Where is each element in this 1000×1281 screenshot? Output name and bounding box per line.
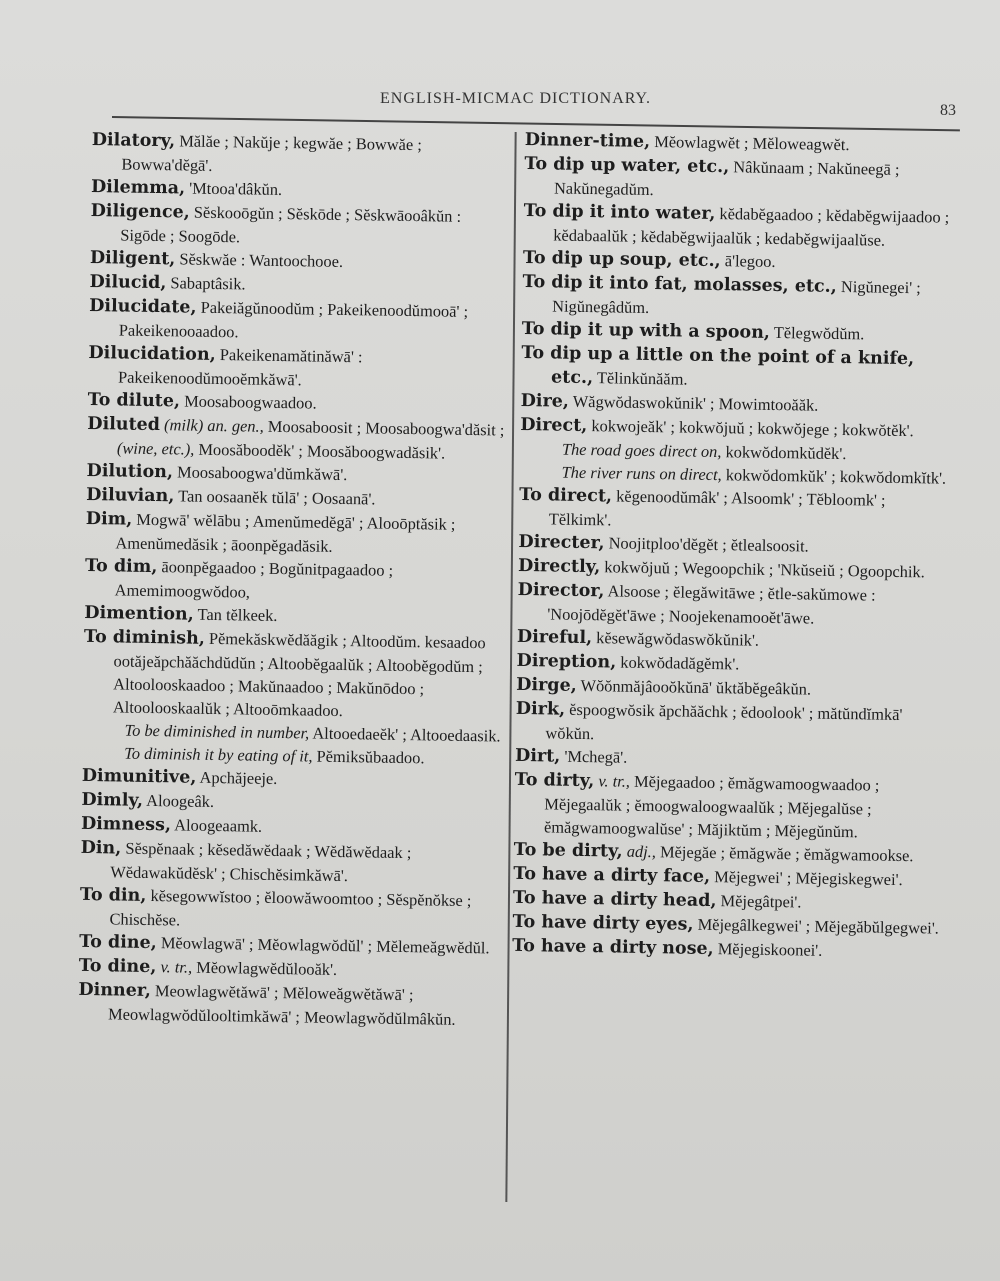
definition: Mogwā' wĕlābu ; Amenŭmedĕgā' ; Alooōptăsik ; Amenŭmedăsik ; āoonpĕgadăsik. [115, 509, 456, 556]
definition: Tan tĕlkeek. [193, 604, 278, 625]
definition: kokwŏdomkŭk' ; kokwŏdomkĭtk'. [721, 465, 947, 488]
dictionary-entry [519, 483, 948, 537]
definition: Sĕskooōgŭn ; Sĕskōde ; Sĕskwāooâkŭn : Sigōde ; Soogōde. [120, 202, 462, 247]
headword: To dip it up with a spoon, [521, 318, 771, 343]
dictionary-entry [523, 199, 952, 253]
definition: Mĕjegwei' ; Mĕjegiskegwei'. [709, 867, 903, 890]
example-phrase: To diminish it by eating of it, [124, 743, 313, 766]
grammar-note: v. tr., [598, 771, 631, 791]
headword: Dirk, [515, 698, 566, 720]
definition: Sĕskwăe : Wantoochooe. [175, 249, 344, 271]
definition: Mĕjegăe ; ĕmăgwăe ; ĕmăgwamookse. [655, 842, 914, 866]
definition: kokwŏjuŭ ; Wegoopchik ; 'Nkŭseiŭ ; Ogoopchik. [600, 557, 925, 582]
headword: Dilucid, [89, 271, 167, 294]
headword: Dinner, [78, 979, 152, 1002]
headword: Dilution, [86, 460, 174, 483]
definition: Mĕowlagwĕdŭlooăk'. [191, 957, 338, 979]
definition: Wăgwŏdaswokŭnik' ; Mowimtooăăk. [568, 391, 819, 415]
definition: Altooedaeĕk' ; Altooedaasik. [309, 723, 501, 746]
headword: Dimention, [84, 602, 194, 625]
definition: Pĕmiksŭbaadoo. [312, 746, 425, 768]
headword: Dinner-time, [524, 129, 651, 152]
left-column [78, 128, 512, 1031]
dictionary-entry [515, 697, 944, 751]
headword: Diligence, [90, 200, 190, 223]
headword: To have dirty eyes, [512, 911, 694, 935]
definition: Noojitploo'dĕgĕt ; ĕtlealsoosit. [604, 533, 809, 556]
headword: Direption, [516, 650, 617, 673]
definition: Tĕlinkŭnăăm. [593, 368, 688, 389]
headword: To have a dirty face, [513, 863, 711, 887]
page-number: 83 [940, 102, 956, 119]
definition: Wŏŏnmăjâooŏkŭnā' ŭktăbĕgeâkŭn. [576, 675, 812, 699]
definition: Moosaboosit ; Moosaboogwa'dăsit ; [263, 416, 505, 440]
definition: Mĕjegâlkegwei' ; Mĕjegăbŭlgegwei'. [693, 914, 940, 938]
dictionary-entry [91, 128, 512, 182]
headword: To dine, [78, 955, 157, 978]
headword: Din, [80, 837, 122, 859]
definition: Aloogeaamk. [170, 815, 263, 836]
definition: Mĕjegâtpei'. [716, 891, 802, 912]
definition: kĕdabĕgaadoo ; kĕdabĕgwijaadoo ; kĕdabaalŭk ; kĕdabĕgwijaalŭk ; kedabĕgwijaalŭse. [553, 204, 950, 250]
definition: kĕsewăgwŏdaswŏkŭnik'. [592, 628, 760, 650]
definition: Pakeikenamătinăwā' : Pakeikenoodŭmooĕmkăwā'. [117, 344, 363, 390]
dictionary-entry [79, 883, 500, 937]
running-head: ENGLISH-MICMAC DICTIONARY. [380, 90, 652, 107]
headword: Direct, [520, 414, 588, 437]
definition: Mĕjegaadoo ; ĕmăgwamoogwaadoo ; Mĕjegaalŭk ; ĕmoogwaloogwaalŭk ; Mĕjegalŭse ; ĕmăgwamoogwalŭse' ; Măjiktŭm ; Mĕjegŭnŭm. [543, 771, 880, 842]
definition: kĕsegowwĭstoo ; ĕloowăwoomtoo ; Sĕspĕnŏkse ; Chischĕse. [109, 885, 472, 930]
definition: Mĕjegiskoonei'. [713, 939, 823, 960]
headword: Dilemma, [90, 176, 186, 199]
headword: Dilucidation, [88, 342, 216, 365]
headword: To dip up a little on the point of a knife, etc., [521, 342, 915, 389]
grammar-note: v. tr., [160, 957, 193, 977]
headword: To dilute, [87, 389, 181, 412]
headword: To dip it into fat, molasses, etc., [522, 271, 837, 297]
definition: Nigŭnegei' ; Nigŭnegâdŭm. [552, 276, 921, 317]
headword: Dimly, [81, 789, 144, 811]
headword: Directly, [517, 555, 601, 578]
headword: To dirty, [514, 769, 595, 792]
definition: Moosaboogwaadoo. [179, 391, 317, 413]
definition: Aloogeâk. [142, 790, 215, 811]
headword: Diluted [87, 413, 161, 436]
definition: Moosăboodĕk' ; Moosăboogwadăsik'. [194, 439, 446, 463]
headword: Dirt, [514, 745, 561, 767]
headword: Directer, [518, 531, 605, 554]
definition: ĕspoogwŏsik ăpchăăchk ; ĕdoolook' ; mătŭndĭmkā' wŏkŭn. [545, 699, 903, 744]
dictionary-entry [90, 199, 511, 253]
headword: To have a dirty nose, [511, 935, 714, 960]
definition: 'Mchegā'. [560, 746, 628, 767]
headword: Dimunitive, [81, 765, 197, 788]
definition: Tĕlegwŏdŭm. [769, 322, 865, 344]
headword: Direful, [516, 626, 593, 649]
headword: Diluvian, [86, 484, 175, 507]
definition: āoonpĕgaadoo ; Bogŭnitpagaadoo ; Amemimoogwŏdoo, [114, 557, 394, 602]
headword: Dilatory, [91, 129, 176, 152]
headword: Diligent, [89, 247, 176, 270]
headword: To dip up soup, etc., [522, 247, 721, 272]
definition: kokwojeăk' ; kokwŏjuŭ ; kokwŏjege ; kokwŏtĕk'. [587, 416, 914, 441]
example-phrase: To be diminished in number, [124, 720, 310, 743]
definition: Pakeiăgŭnoodŭm ; Pakeikenoodŭmooā' ; Pakeikenooaadoo. [118, 297, 469, 342]
headword: Dire, [520, 390, 570, 412]
grammar-note: (wine, etc.), [116, 438, 195, 459]
grammar-note: (milk) an. gen., [163, 415, 264, 436]
definition: ā'legoo. [720, 251, 776, 271]
headword: Dilucidate, [89, 295, 197, 318]
definition: Alsoose ; ĕlegăwitāwe ; ĕtle-sakŭmowe : 'Noojōdĕgĕt'āwe ; Noojekenamooĕt'āwe. [547, 581, 876, 628]
definition: Moosaboogwa'dŭmkăwā'. [172, 462, 348, 485]
dictionary-entry [517, 578, 946, 632]
grammar-note: adj., [626, 841, 657, 862]
headword: Director, [517, 579, 605, 602]
headword: To be dirty, [513, 839, 623, 862]
definition: Mĕowlagwā' ; Mĕowlagwŏdŭl' ; Mĕlemeăgwĕdŭl. [156, 933, 490, 958]
example-phrase: The river runs on direct, [561, 462, 722, 485]
headword: To direct, [519, 484, 613, 507]
headword: To dip up water, etc., [524, 153, 730, 178]
dictionary-entry [89, 294, 510, 348]
definition: Apchăjeeje. [196, 767, 278, 788]
definition: Tan oosaanĕk tŭlā' ; Oosaanā'. [174, 486, 376, 509]
definition: Sĕspĕnaak ; kĕsedăwĕdaak ; Wĕdăwĕdaak ; Wĕdawakŭdĕsk' ; Chischĕsimkăwā'. [110, 838, 412, 886]
headword: To dine, [79, 931, 157, 954]
definition: Sabaptâsik. [166, 273, 246, 294]
right-column [512, 128, 953, 965]
headword: To dip it into water, [523, 200, 716, 224]
headword: To diminish, [83, 626, 206, 649]
definition: kokwŏdomkŭdĕk'. [721, 442, 847, 464]
dictionary-entry [88, 341, 509, 395]
definition: kĕgenoodŭmâk' ; Alsoomk' ; Tĕbloomk' ; Tĕlkimk'. [548, 486, 886, 530]
headword: To dim, [84, 555, 158, 578]
dictionary-entry [514, 768, 943, 845]
dictionary-entry [85, 507, 506, 561]
definition: Nâkŭnaam ; Nakŭneegā ; Nakŭnegadŭm. [553, 157, 900, 200]
dictionary-entry [80, 836, 501, 890]
dictionary-entry [83, 625, 504, 725]
definition: Mălăe ; Nakŭje ; kegwăe ; Bowwăe ; Bowwa'dĕgā'. [121, 131, 422, 175]
definition: Mĕowlagwĕt ; Mĕloweagwĕt. [650, 131, 850, 155]
headword: Dimness, [80, 813, 172, 836]
dictionary-entry [85, 554, 506, 608]
headword: To have a dirty head, [512, 887, 717, 912]
headword: Dim, [85, 508, 133, 530]
dictionary-entry [78, 978, 499, 1032]
definition: kokwŏdadăgĕmk'. [616, 652, 740, 674]
dictionary-entry [524, 152, 953, 206]
headword: Dirge, [516, 674, 577, 696]
definition: 'Mtooa'dâkŭn. [184, 178, 283, 199]
dictionary-entry [521, 341, 950, 396]
dictionary-entry [87, 412, 508, 466]
definition: Pĕmekăskwĕdăăgik ; Altoodŭm. kesaadoo ootăjeăpchăăchdŭdŭn ; Altoobĕgaalŭk ; Altoobĕgodŭm ; Altoolooskaadoo ; Makŭnaadoo ; Makŭnōdoo ; Altoolooskaalŭk ; Altooōmkaadoo. [112, 628, 486, 721]
headword: To din, [79, 884, 147, 906]
definition: Meowlagwĕtăwā' ; Mĕloweăgwĕtăwā' ; Meowlagwŏdŭlooltimkăwā' ; Meowlagwŏdŭlmâkŭn. [107, 981, 456, 1029]
example-phrase: The road goes direct on, [561, 439, 722, 462]
dictionary-entry [522, 270, 951, 324]
